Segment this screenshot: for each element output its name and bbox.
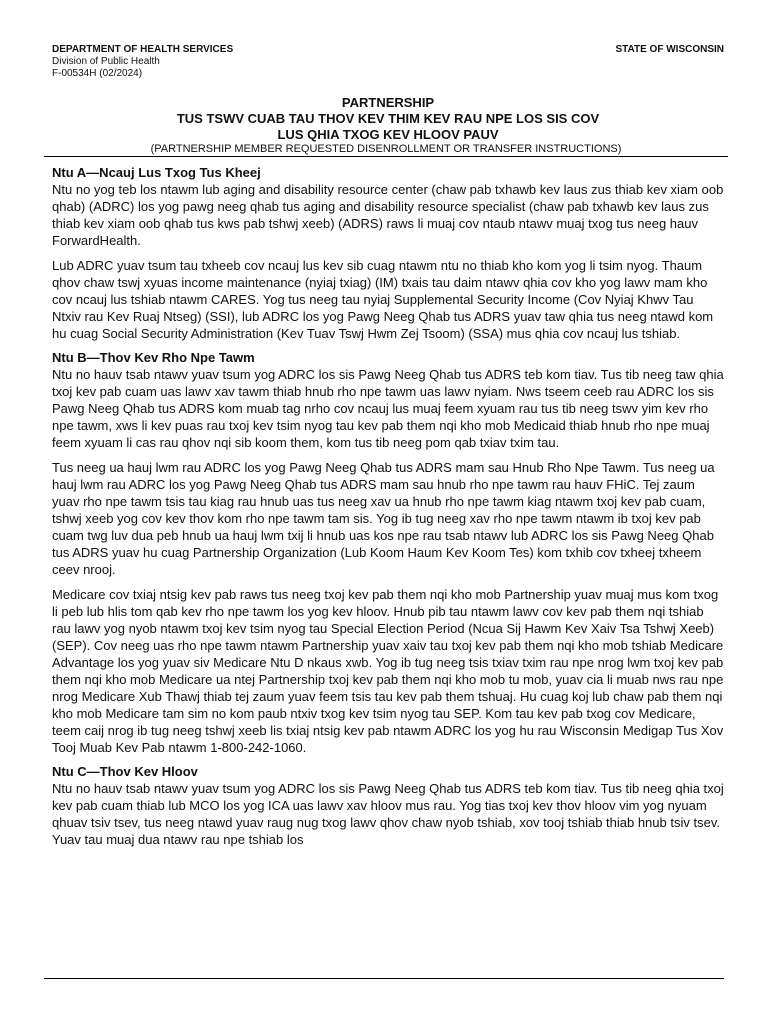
section-b-paragraph-2: Tus neeg ua hauj lwm rau ADRC los yog Pawg Neeg Qhab tus ADRS mam sau Hnub Rho Npe Tawm. Tus neeg ua hauj lwm rau ADRC los yog Pawg Neeg Qhab tus ADRS mam sau hnub rho npe tawm rau hauv FHiC. Tej zaum yuav rho npe tawm tsis tau kiag rau hnub uas tus neeg xav ua hnub rho npe tawm kiag ntawm txoj kev pab cuam, tshwj xeeb yog cov kev thov kom rho npe tawm tam sis. Yog ib tug neeg xav rho npe tawm ntawm ib txoj kev pab cuam twg luv dua peb hnub ua hauj lwm txij li hnub uas kos npe rau tsab ntawv lub ADRC los sis Pawg Neeg Qhab tus ADRS yuav hu cuag Partnership Organization (Lub Koom Haum Kev Koom Tes) kom txhib cov txheej txheem ceev nrooj.: [52, 460, 715, 577]
document-page: [52, 44, 724, 856]
section-b-paragraph-3: Medicare cov txiaj ntsig kev pab raws tus neeg txoj kev pab them nqi kho mob Partnership yuav muaj mus kom txog li peb lub hlis tom qab kev rho npe tawm los yog kev hloov. Hnub pib tau ntawm lawv cov kev pab them nqi tshiab rau lawv yog nyob ntawm txoj kev tsim nyog tau Special Election Period (Ncua Sij Hawm Kev Xaiv Tsa Tshwj Xeeb) (SEP). Cov neeg uas rho npe tawm ntawm Partnership yuav xaiv tau txoj kev pab them nqi kho mob tshiab Medicare Advantage los yog yuav siv Medicare Ntu D nkaus xwb. Yog ib tug neeg tsis txiav txim rau npe nrog lwm txoj kev pab them nqi kho mob Medicare ua ntej Partnership txoj kev pab them nqi kho mob tu mob, yuav cia li muab nws rau npe nrog Medicare Xub Thawj thiab tej zaum yuav feem tsis tau kev pab them tshuaj. Hu cuag koj lub chaw pab them nqi kho mob Medicare tam sim no kom paub ntxiv txog kev tsim nyog tau SEP. Kom tau kev pab txog cov Medicare, teem caij nrog ib tug neeg tshwj xeeb lis txiaj ntsig kev pab ntawm ADRC los yog hu rau Wisconsin Medigap Tus Xov Tooj Muab Kev Pab ntawm 1-800-242-1060.: [52, 587, 724, 755]
form-title: [52, 95, 724, 143]
title-line-1: PARTNERSHIP: [341, 95, 435, 110]
division-name: Division of Public Health: [52, 56, 160, 67]
form-header: [52, 44, 724, 80]
state-name: STATE OF WISCONSIN: [615, 44, 724, 55]
title-line-2: TUS TSWV CUAB TAU THOV KEV THIM KEV RAU NPE LOS SIS COV: [176, 111, 600, 126]
form-id: F-00534H (02/2024): [52, 68, 143, 79]
department-name: DEPARTMENT OF HEALTH SERVICES: [52, 44, 234, 55]
section-a-paragraph-2: Lub ADRC yuav tsum tau txheeb cov ncauj lus kev sib cuag ntawm ntu no thiab kho kom yog li tsim nyog. Thaum qhov chaw tswj xyuas income maintenance (nyiaj txiag) (IM) txais tau daim ntawv qhia cov kho yog lawv mam kho cov ncauj lus tshiab ntawm CARES. Yog tus neeg tau nyiaj Supplemental Security Income (Cov Nyiaj Khwv Tau Ntxiv rau Kev Ruaj Ntseg) (SSI), lub ADRC los yog Pawg Neeg Qhab tus ADRS yuav taw qhia tus neeg ntawd kom hu cuag Social Security Administration (Kev Tuav Tswj Hwm Zej Tsoom) (SSA) mus qhia cov ncauj lus tshiab.: [52, 258, 714, 341]
header-left: [52, 44, 233, 80]
section-a-paragraph-1: Ntu no yog teb los ntawm lub aging and disability resource center (chaw pab txhawb kev laus zus thiab kev xiam oob qhab) (ADRC) los yog pawg neeg qhab tus aging and disability resource specialist (chaw pab txhawb kev laus zus thiab kev xiam oob qhab tus kws pab tshwj xeeb) (ADRS) raws li muaj cov ntaub ntawv muaj txog tus neeg hauv ForwardHealth.: [52, 182, 724, 248]
form-subtitle: (PARTNERSHIP MEMBER REQUESTED DISENROLLMENT OR TRANSFER INSTRUCTIONS): [44, 143, 728, 157]
title-line-3: LUS QHIA TXOG KEV HLOOV PAUV: [277, 127, 499, 142]
section-c-heading: Ntu C—Thov Kev Hloov: [52, 764, 198, 779]
section-c-paragraph-1: Ntu no hauv tsab ntawv yuav tsum yog ADRC los sis Pawg Neeg Qhab tus ADRS teb kom tiav. Tus tib neeg qhia txoj kev pab cuam thiab lub MCO los yog ICA uas lawv xav hloov mus rau. Yog tias txoj kev thov hloov vim yog nyuam qhuav tsiv tsev, tus neeg ntawd yuav raug nug txog lawv qhov chaw nyob tshiab, xov tooj tshiab thiab hnub tsiv tsev. Yuav tau muaj dua ntawv rau npe tshiab los: [52, 781, 724, 847]
section-b-heading: Ntu B—Thov Kev Rho Npe Tawm: [52, 350, 255, 365]
section-a-heading: Ntu A—Ncauj Lus Txog Tus Kheej: [52, 165, 261, 180]
section-b-paragraph-1: Ntu no hauv tsab ntawv yuav tsum yog ADRC los sis Pawg Neeg Qhab tus ADRS teb kom tiav. Tus tib neeg taw qhia txoj kev pab cuam uas lawv xav tawm thiab hnub rho npe tawm uas lawv nyiam. Nws tseem ceeb rau ADRC los sis Pawg Neeg Qhab tus ADRS kom muab tag nrho cov ncauj lus muaj feem xyuam rau tus tib neeg tswv yim kev rho npe tawm, xws li kev puas rau txoj kev tsim nyog tau kev pab them nqi kho mob Medicaid thiab hnub rho npe muaj feem xyuam li cas rau qhov nqi sib koom them, kom tus tib neeg pom qab txiav txim tau.: [52, 367, 724, 450]
bottom-rule: [44, 978, 724, 979]
